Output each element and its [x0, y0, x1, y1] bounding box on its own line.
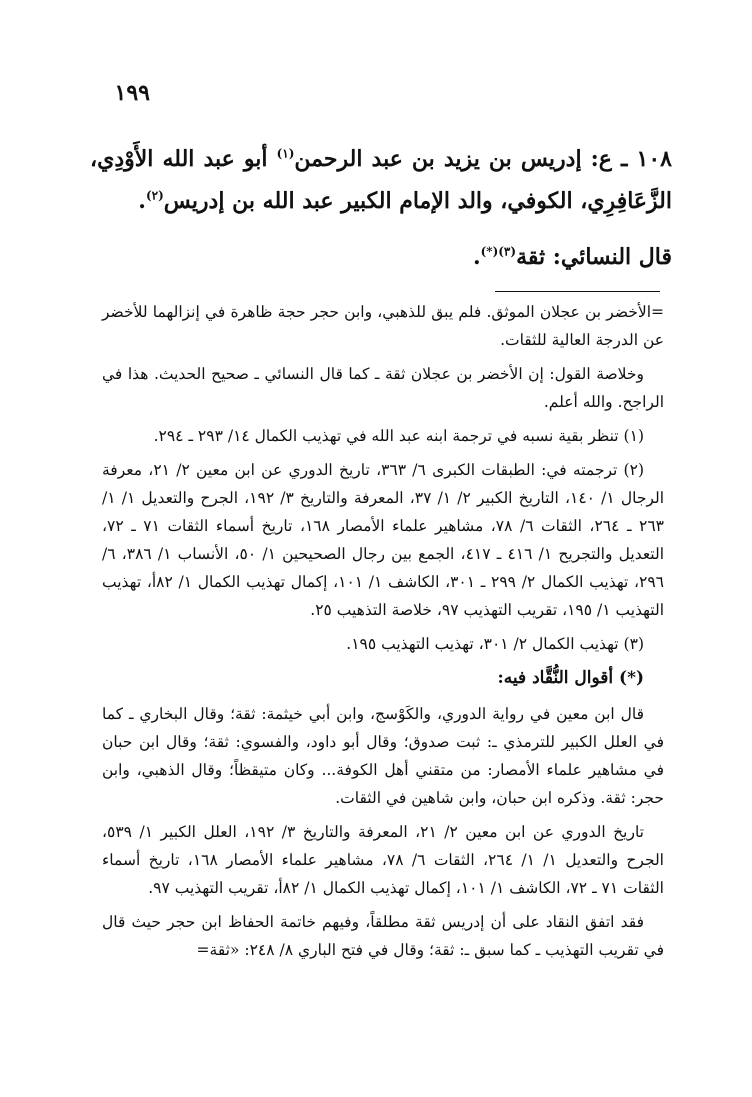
- critics-heading: (*) أقوال النُّقَّاد فيه:: [497, 668, 644, 688]
- verdict-end: .: [472, 244, 481, 270]
- critics-paragraph-3: فقد اتفق النقاد على أن إدريس ثقة مطلقاً، وفيهم خاتمة الحفاظ ابن حجر حيث قال في تقريب التهذيب ـ كما سبق ـ: ثقة؛ وقال في فتح الباري ٨/ ٢٤٨: «ثقة=: [102, 913, 664, 959]
- footnotes: [102, 298, 664, 970]
- footnote-ref-1[interactable]: (١): [276, 146, 295, 161]
- entry-verdict: [90, 236, 672, 278]
- critics-paragraph-1: قال ابن معين في رواية الدوري، والكَوْسج، وابن أبي خيثمة: ثقة؛ وقال البخاري ـ كما في العلل الكبير للترمذي ـ: ثبت صدوق؛ وقال أبو داود، والفسوي: ثقة؛ وقال ابن حبان في مشاهير علماء الأمصار: من متقني أهل الكوفة... وكان متيقظاً؛ وقال الذهبي، وابن حجر: ثقة. وذكره ابن حبان، وابن شاهين في الثقات.: [102, 705, 664, 807]
- footnote-continuation: =الأخضر بن عجلان الموثق. فلم يبق للذهبي، وابن حجر حجة ظاهرة في إنزالهما للأخضر عن الدرجة العالية للثقات.: [102, 303, 664, 349]
- verdict-text: قال النسائي: ثقة: [516, 244, 672, 270]
- footnote-separator: [495, 291, 660, 292]
- entry-heading: [90, 138, 672, 222]
- footnote-2: (٢) ترجمته في: الطبقات الكبرى ٦/ ٣٦٣، تاريخ الدوري عن ابن معين ٢/ ٢١، معرفة الرجال ١/ ١٤٠، التاريخ الكبير ٢/ ١/ ٣٧، المعرفة والتاريخ ٣/ ١٩٢، الجرح والتعديل ١/ ١/ ٢٦٣ ـ ٢٦٤، الثقات ٦/ ٧٨، مشاهير علماء الأمصار ١٦٨، تاريخ أسماء الثقات ٧١ ـ ٧٢، التعديل والتجريح ١/ ٤١٦ ـ ٤١٧، الجمع بين رجال الصحيحين ١/ ٥٠، الأنساب ١/ ٣٨٦، ٦/ ٢٩٦، تهذيب الكمال ٢/ ٢٩٩ ـ ٣٠١، الكاشف ١/ ١٠١، إكمال تهذيب الكمال ١/ ٨٢أ، تهذيب التهذيب ١/ ١٩٥، تقريب التهذيب ٩٧، خلاصة التذهيب ٢٥.: [102, 461, 665, 619]
- footnote-1: (١) تنظر بقية نسبه في ترجمة ابنه عبد الله في تهذيب الكمال ١٤/ ٢٩٣ ـ ٢٩٤.: [153, 427, 644, 445]
- entry-heading-text: ١٠٨ ـ ع: إدريس بن يزيد بن عبد الرحمن: [294, 146, 672, 172]
- critics-paragraph-2: تاريخ الدوري عن ابن معين ٢/ ٢١، المعرفة والتاريخ ٣/ ١٩٢، العلل الكبير ١/ ٥٣٩، الجرح والتعديل ١/ ١/ ٢٦٤، الثقات ٦/ ٧٨، مشاهير علماء الأمصار ١٦٨، تاريخ أسماء الثقات ٧١ ـ ٧٢، الكاشف ١/ ١٠١، إكمال تهذيب الكمال ١/ ٨٢أ، تقريب التهذيب ٩٧.: [102, 823, 664, 897]
- footnote-conclusion: وخلاصة القول: إن الأخضر بن عجلان ثقة ـ كما قال النسائي ـ صحيح الحديث. هذا في الراجح. والله أعلم.: [102, 365, 664, 411]
- page-number: ١٩٩: [114, 80, 150, 106]
- entry-heading-end: .: [138, 188, 146, 214]
- entry-heading-text-2: أبو عبد الله الأَوْدِي، الزَّعَافِرِي، الكوفي، والد الإمام الكبير عبد الله بن إدريس: [90, 146, 672, 214]
- footnote-ref-2[interactable]: (٢): [145, 188, 164, 203]
- footnote-ref-3[interactable]: (٣)(*): [480, 244, 517, 259]
- biography-entry: [90, 138, 672, 278]
- footnote-3: (٣) تهذيب الكمال ٢/ ٣٠١، تهذيب التهذيب ١٩٥.: [346, 635, 644, 653]
